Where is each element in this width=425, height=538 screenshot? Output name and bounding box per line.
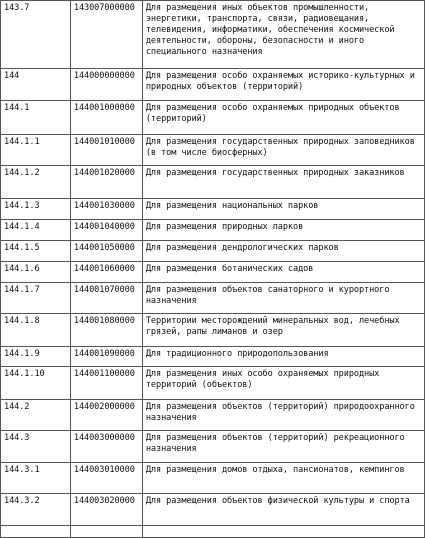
description-cell: Для размещения государственных природных заповедников (в том числе биосферных)	[142, 135, 424, 166]
code-cell: 144.1	[1, 101, 71, 135]
description-cell: Для размещения ботанических садов	[142, 262, 424, 283]
description-cell: Для размещения домов отдыха, пансионатов, кемпингов	[142, 463, 424, 494]
description-cell: Территории месторождений минеральных вод, лечебных грязей, рапы лиманов и озер	[142, 314, 424, 347]
number-cell: 144001090000	[70, 347, 142, 367]
description-cell: Для размещения объектов (территорий) природоохранного назначения	[142, 400, 424, 431]
table-row	[1, 463, 425, 494]
description-cell: Для размещения государственных природных заказников	[142, 166, 424, 199]
number-cell: 144001050000	[70, 241, 142, 262]
description-cell: Для размещения особо охраняемых природных объектов (территорий)	[142, 101, 424, 135]
table-row	[1, 431, 425, 463]
number-cell: 144003000000	[70, 431, 142, 463]
description-cell: Для размещения объектов физической культуры и спорта	[142, 494, 424, 526]
code-cell: 144.3.1	[1, 463, 71, 494]
code-cell: 144.2	[1, 400, 71, 431]
code-cell: 144.1.6	[1, 262, 71, 283]
number-cell: 144002000000	[70, 400, 142, 431]
number-cell: 144001000000	[70, 101, 142, 135]
table-row	[1, 283, 425, 314]
table-row	[1, 199, 425, 220]
code-cell: 144.1.2	[1, 166, 71, 199]
table-row	[1, 69, 425, 101]
number-cell: 144001060000	[70, 262, 142, 283]
code-cell: 144.1.5	[1, 241, 71, 262]
description-cell: Для традиционного природопользования	[142, 347, 424, 367]
description-cell: Для размещения природных парков	[142, 220, 424, 241]
code-cell: 144.1.1	[1, 135, 71, 166]
code-cell: 144.1.3	[1, 199, 71, 220]
table-row	[1, 526, 425, 538]
table-row	[1, 262, 425, 283]
number-cell: 144001070000	[70, 283, 142, 314]
code-cell: 144.1.8	[1, 314, 71, 347]
table-row	[1, 367, 425, 400]
description-cell: Для размещения объектов санаторного и курортного назначения	[142, 283, 424, 314]
number-cell: 143007000000	[70, 1, 142, 69]
number-cell: 144001030000	[70, 199, 142, 220]
table-row	[1, 135, 425, 166]
description-cell: Для размещения иных особо охраняемых природных территорий (объектов)	[142, 367, 424, 400]
code-cell: 144.1.4	[1, 220, 71, 241]
table-row	[1, 347, 425, 367]
number-cell: 144001020000	[70, 166, 142, 199]
description-cell: Для размещения иных объектов промышленности, энергетики, транспорта, связи, радиовещания, телевидения, информатики, обеспечения космической деятельности, обороны, безопасности и иного специального назначения	[142, 1, 424, 69]
number-cell: 144003010000	[70, 463, 142, 494]
description-cell: Для размещения национальных парков	[142, 199, 424, 220]
table-row	[1, 166, 425, 199]
code-cell: 144.3	[1, 431, 71, 463]
number-cell	[70, 526, 142, 538]
number-cell: 144001100000	[70, 367, 142, 400]
table-row	[1, 220, 425, 241]
table-row	[1, 314, 425, 347]
code-cell: 144	[1, 69, 71, 101]
code-cell: 144.3.2	[1, 494, 71, 526]
table-row	[1, 241, 425, 262]
code-cell: 143.7	[1, 1, 71, 69]
code-cell: 144.1.10	[1, 367, 71, 400]
number-cell: 144001040000	[70, 220, 142, 241]
table-row	[1, 494, 425, 526]
description-cell: Для размещения особо охраняемых историко-культурных и природных объектов (территорий)	[142, 69, 424, 101]
code-cell: 144.1.7	[1, 283, 71, 314]
description-cell: Для размещения объектов (территорий) рекреационного назначения	[142, 431, 424, 463]
table-row	[1, 101, 425, 135]
table-row	[1, 1, 425, 69]
code-cell: 144.1.9	[1, 347, 71, 367]
number-cell: 144001080000	[70, 314, 142, 347]
code-cell	[1, 526, 71, 538]
number-cell: 144000000000	[70, 69, 142, 101]
number-cell: 144003020000	[70, 494, 142, 526]
description-cell	[142, 526, 424, 538]
description-cell: Для размещения дендрологических парков	[142, 241, 424, 262]
number-cell: 144001010000	[70, 135, 142, 166]
table-row	[1, 400, 425, 431]
